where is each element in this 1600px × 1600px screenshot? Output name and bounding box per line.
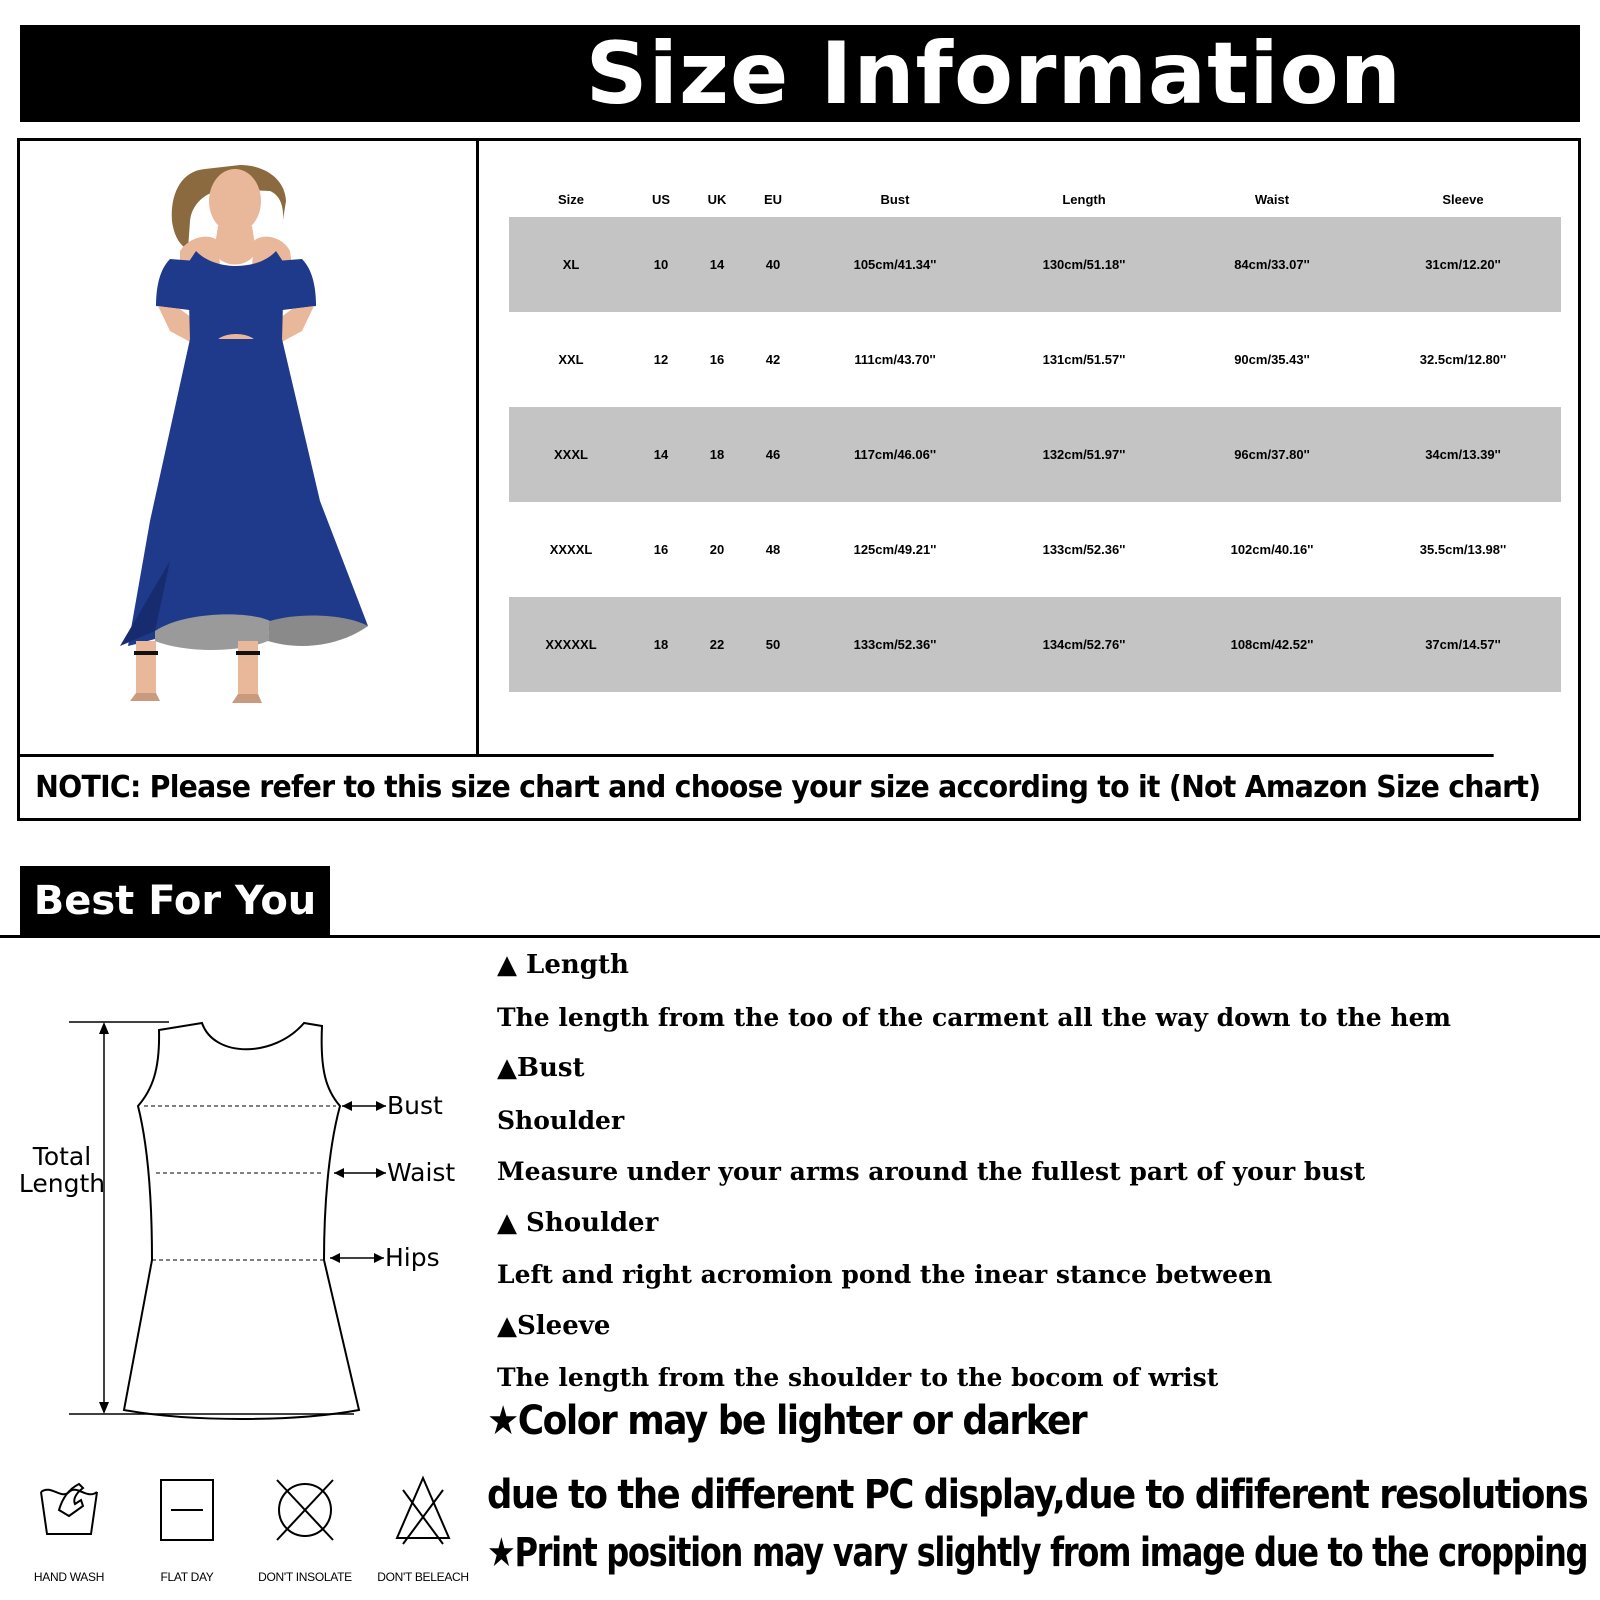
table-row bbox=[509, 407, 1561, 502]
column-header: UK bbox=[707, 191, 727, 207]
care-label: HAND WASH bbox=[33, 1570, 105, 1584]
divider bbox=[0, 935, 1600, 938]
table-cell: 130cm/51.18'' bbox=[1042, 257, 1126, 272]
hips-label: Hips bbox=[385, 1243, 440, 1272]
column-header: Waist bbox=[1254, 191, 1290, 207]
table-cell: 31cm/12.20'' bbox=[1425, 257, 1501, 272]
dress-photo bbox=[20, 141, 476, 754]
table-cell: 18 bbox=[709, 447, 725, 462]
table-cell: 40 bbox=[765, 257, 781, 272]
table-cell: 37cm/14.57'' bbox=[1425, 637, 1501, 652]
table-cell: 48 bbox=[765, 542, 781, 557]
table-cell: 32.5cm/12.80'' bbox=[1419, 352, 1507, 367]
measurement-definitions bbox=[497, 940, 1577, 1404]
product-photo bbox=[20, 141, 479, 754]
do-not-bleach-icon bbox=[383, 1470, 463, 1550]
table-cell: 90cm/35.43'' bbox=[1234, 352, 1310, 367]
size-table-cell bbox=[479, 141, 1578, 754]
table-cell: XXXL bbox=[554, 447, 588, 462]
column-header: Bust bbox=[880, 191, 910, 207]
definition-text: The length from the too of the carment all the way down to the hem bbox=[497, 1002, 1451, 1032]
table-cell: 35.5cm/13.98'' bbox=[1419, 542, 1507, 557]
table-cell: XL bbox=[562, 257, 580, 272]
dress-outline bbox=[124, 1023, 359, 1419]
size-table bbox=[509, 181, 1561, 692]
table-cell: 50 bbox=[765, 637, 781, 652]
care-item bbox=[132, 1470, 242, 1584]
table-cell: 16 bbox=[653, 542, 669, 557]
table-cell: 14 bbox=[709, 257, 725, 272]
table-header-row bbox=[509, 181, 1561, 217]
table-cell: 125cm/49.21'' bbox=[853, 542, 937, 557]
table-cell: 34cm/13.39'' bbox=[1425, 447, 1501, 462]
waist-label: Waist bbox=[387, 1158, 456, 1187]
table-cell: 46 bbox=[765, 447, 781, 462]
table-cell: 96cm/37.80'' bbox=[1234, 447, 1310, 462]
total-length-label-2: Length bbox=[18, 1169, 106, 1198]
definition-text: Left and right acromion pond the inear stance between bbox=[497, 1260, 1273, 1289]
size-notice: NOTIC: Please refer to this size chart and choose your size according to it (Not Amazon Size chart) bbox=[20, 754, 1494, 818]
table-cell: 105cm/41.34'' bbox=[853, 257, 937, 272]
care-instructions bbox=[14, 1470, 484, 1590]
definition-heading: ▲Bust bbox=[497, 1053, 585, 1083]
dress-outline-diagram bbox=[14, 1020, 484, 1430]
table-cell: 22 bbox=[709, 637, 725, 652]
table-cell: 111cm/43.70'' bbox=[854, 352, 936, 367]
do-not-tumble-dry-icon bbox=[265, 1470, 345, 1550]
table-cell: 14 bbox=[653, 447, 669, 462]
table-cell: XXXXXL bbox=[545, 637, 597, 652]
table-row bbox=[509, 597, 1561, 692]
column-header: Length bbox=[1062, 191, 1106, 207]
table-cell: 42 bbox=[765, 352, 781, 367]
definition-text: Shoulder bbox=[497, 1105, 625, 1135]
table-cell: 133cm/52.36'' bbox=[853, 637, 937, 652]
table-cell: 134cm/52.76'' bbox=[1042, 637, 1126, 652]
table-cell: 12 bbox=[653, 352, 669, 367]
print-note: ★Print position may vary slightly from image due to the cropping bbox=[487, 1530, 1588, 1576]
table-cell: 133cm/52.36'' bbox=[1042, 542, 1126, 557]
title-bar bbox=[20, 25, 1580, 122]
definition-heading: ▲Sleeve bbox=[497, 1310, 611, 1341]
table-cell: 16 bbox=[709, 352, 725, 367]
table-cell: 10 bbox=[653, 257, 669, 272]
page-title: Size Information bbox=[585, 23, 1402, 124]
care-item bbox=[368, 1470, 478, 1584]
table-cell: 18 bbox=[653, 637, 669, 652]
table-cell: XXL bbox=[558, 352, 584, 367]
definition-text: The length from the shoulder to the bocom of wrist bbox=[497, 1363, 1219, 1392]
care-item bbox=[14, 1470, 124, 1584]
table-cell: XXXXL bbox=[549, 542, 593, 557]
table-cell: 102cm/40.16'' bbox=[1230, 542, 1314, 557]
table-row bbox=[509, 312, 1561, 407]
column-header: EU bbox=[763, 191, 783, 207]
table-row bbox=[509, 502, 1561, 597]
table-cell: 132cm/51.97'' bbox=[1042, 447, 1126, 462]
column-header: US bbox=[651, 191, 671, 207]
column-header: Size bbox=[557, 191, 584, 207]
bodice bbox=[188, 251, 284, 341]
total-length-label-1: Total bbox=[32, 1142, 92, 1171]
table-cell: 84cm/33.07'' bbox=[1234, 257, 1310, 272]
column-header: Sleeve bbox=[1442, 191, 1484, 207]
hand-wash-icon bbox=[29, 1470, 109, 1550]
care-item bbox=[250, 1470, 360, 1584]
table-cell: 131cm/51.57'' bbox=[1042, 352, 1126, 367]
table-cell: 108cm/42.52'' bbox=[1230, 637, 1314, 652]
bust-label: Bust bbox=[387, 1091, 443, 1120]
size-chart-box bbox=[17, 138, 1581, 821]
display-note: due to the different PC display,due to dififerent resolutions bbox=[487, 1472, 1588, 1518]
definition-heading: ▲ Length bbox=[497, 950, 629, 980]
dry-flat-icon bbox=[147, 1470, 227, 1550]
table-row bbox=[509, 217, 1561, 312]
definition-text: Measure under your arms around the fullest part of your bust bbox=[497, 1157, 1366, 1186]
color-note: ★Color may be lighter or darker bbox=[487, 1398, 1087, 1444]
skirt bbox=[128, 339, 368, 646]
care-label: DON'T INSOLATE bbox=[258, 1570, 352, 1584]
table-cell: 117cm/46.06'' bbox=[853, 447, 937, 462]
care-label: DON'T BELEACH bbox=[377, 1570, 469, 1584]
table-cell: 20 bbox=[709, 542, 725, 557]
care-label: FLAT DAY bbox=[160, 1570, 214, 1584]
definition-heading: ▲ Shoulder bbox=[497, 1207, 659, 1238]
best-for-you-heading: Best For You bbox=[20, 866, 330, 936]
measurement-diagram bbox=[14, 1020, 484, 1430]
